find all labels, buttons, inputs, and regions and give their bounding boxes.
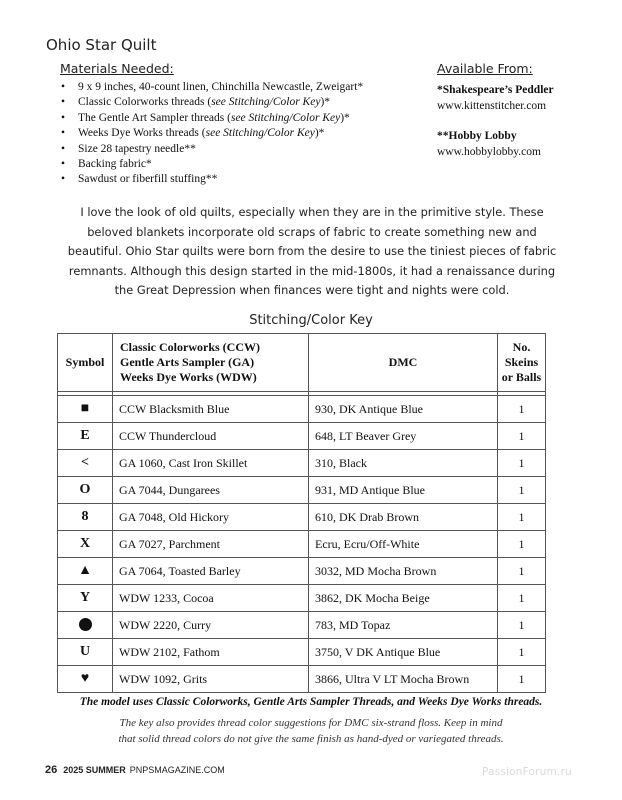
thread-cell: WDW 2102, Fathom: [113, 639, 309, 666]
materials-item-text: Weeks Dye Works threads (: [78, 127, 206, 140]
dmc-cell: 3866, Ultra V LT Mocha Brown: [309, 666, 498, 693]
vendor-hobby-lobby: [437, 128, 541, 160]
skeins-cell: 1: [498, 639, 546, 666]
intro-paragraph: I love the look of old quilts, especially when they are in the primitive style. These beloved blankets incorporate old scraps of fabric to create something new and beautiful. Ohio Star quilts were born from the desire to use the tiniest pieces of fabric remnants. Although this design started in the mid-1800s, it had a renaissance during the Great Depression when finances were tight and nights were cold.: [67, 205, 557, 297]
color-key-row: [58, 666, 546, 693]
thread-cell: GA 7027, Parchment: [113, 531, 309, 558]
color-key-table: [57, 333, 546, 693]
color-key-header-row: [58, 334, 546, 392]
materials-item-ref: see Stitching/Color Key: [205, 127, 315, 140]
symbol-cell: X: [58, 531, 113, 558]
symbol-cell: ▲: [58, 558, 113, 585]
key-note-line: that solid thread colors do not give the same finish as hand-dyed or variegated threads.: [118, 733, 504, 745]
symbol-cell: O: [58, 477, 113, 504]
materials-item: [60, 95, 363, 110]
header-skeins-line: or Balls: [501, 370, 542, 384]
color-key-row: [58, 477, 546, 504]
dmc-cell: 931, MD Antique Blue: [309, 477, 498, 504]
skeins-cell: 1: [498, 558, 546, 585]
skeins-cell: 1: [498, 585, 546, 612]
skeins-cell: 1: [498, 477, 546, 504]
symbol-cell: E: [58, 423, 113, 450]
skeins-cell: 1: [498, 504, 546, 531]
thread-cell: GA 7064, Toasted Barley: [113, 558, 309, 585]
key-note-line: The key also provides thread color suggestions for DMC six-strand floss. Keep in mind: [119, 717, 503, 729]
dmc-cell: Ecru, Ecru/Off-White: [309, 531, 498, 558]
materials-item: [60, 126, 363, 141]
dmc-cell: 610, DK Drab Brown: [309, 504, 498, 531]
page-footer: [45, 764, 225, 776]
materials-item: • Backing fabric*: [60, 157, 363, 172]
symbol-cell: Y: [58, 585, 113, 612]
color-key-row: [58, 612, 546, 639]
symbol-cell: [58, 612, 113, 639]
symbol-cell: <: [58, 450, 113, 477]
magazine-site: PNPSMAGAZINE.COM: [129, 765, 225, 775]
thread-cell: CCW Blacksmith Blue: [113, 396, 309, 423]
dmc-cell: 930, DK Antique Blue: [309, 396, 498, 423]
skeins-cell: 1: [498, 396, 546, 423]
thread-cell: GA 7044, Dungarees: [113, 477, 309, 504]
symbol-cell: U: [58, 639, 113, 666]
dmc-cell: 648, LT Beaver Grey: [309, 423, 498, 450]
watermark: PassionForum.ru: [482, 766, 572, 778]
dmc-cell: 310, Black: [309, 450, 498, 477]
thread-cell: CCW Thundercloud: [113, 423, 309, 450]
vendor-name: *Shakespeare’s Peddler: [437, 84, 554, 96]
materials-item: • Size 28 tapestry needle**: [60, 142, 363, 157]
header-thread: [113, 334, 309, 392]
skeins-cell: 1: [498, 666, 546, 693]
materials-item: • 9 x 9 inches, 40-count linen, Chinchilla Newcastle, Zweigart*: [60, 80, 363, 95]
materials-item-ref: see Stitching/Color Key: [230, 111, 341, 124]
materials-item: • Sawdust or fiberfill stuffing**: [60, 172, 363, 187]
color-key-row: [58, 558, 546, 585]
skeins-cell: 1: [498, 612, 546, 639]
color-key-row: [58, 531, 546, 558]
symbol-cell: ♥: [58, 666, 113, 693]
skeins-cell: 1: [498, 531, 546, 558]
color-key-row: [58, 450, 546, 477]
materials-list: [60, 80, 363, 188]
color-key-row: [58, 396, 546, 423]
filled-circle-icon: [79, 618, 92, 631]
vendor-url[interactable]: www.hobbylobby.com: [437, 146, 541, 158]
vendor-name: **Hobby Lobby: [437, 130, 517, 142]
header-thread-line: Gentle Arts Sampler (GA): [120, 355, 255, 369]
key-note: [0, 715, 622, 747]
skeins-cell: 1: [498, 423, 546, 450]
materials-item-ref: see Stitching/Color Key: [211, 96, 321, 109]
dmc-cell: 3032, MD Mocha Brown: [309, 558, 498, 585]
color-key-row: [58, 585, 546, 612]
dmc-cell: 3862, DK Mocha Beige: [309, 585, 498, 612]
materials-item: [60, 111, 363, 126]
header-skeins-line: No. Skeins: [504, 340, 539, 369]
thread-cell: WDW 2220, Curry: [113, 612, 309, 639]
materials-heading: Materials Needed:: [60, 61, 174, 76]
skeins-cell: 1: [498, 450, 546, 477]
dmc-cell: 783, MD Topaz: [309, 612, 498, 639]
vendor-shakespeares-peddler: [437, 82, 554, 114]
dmc-cell: 3750, V DK Antique Blue: [309, 639, 498, 666]
header-thread-line: Weeks Dye Works (WDW): [120, 370, 257, 384]
page-number: 26: [45, 764, 58, 776]
thread-cell: WDW 1092, Grits: [113, 666, 309, 693]
color-key-row: [58, 423, 546, 450]
page-title: Ohio Star Quilt: [46, 36, 157, 54]
thread-cell: GA 1060, Cast Iron Skillet: [113, 450, 309, 477]
color-key-title: Stitching/Color Key: [249, 313, 373, 328]
materials-item-text: )*: [314, 127, 325, 140]
color-key-body: [58, 396, 546, 693]
header-symbol: Symbol: [58, 334, 113, 392]
thread-cell: WDW 1233, Cocoa: [113, 585, 309, 612]
available-heading: Available From:: [437, 61, 533, 76]
color-key-row: [58, 504, 546, 531]
header-skeins: [498, 334, 546, 392]
model-note: The model uses Classic Colorworks, Gentle Arts Sampler Threads, and Weeks Dye Works threads.: [79, 696, 543, 708]
materials-item-text: )*: [320, 96, 331, 109]
color-key-row: [58, 639, 546, 666]
thread-cell: GA 7048, Old Hickory: [113, 504, 309, 531]
symbol-cell: ■: [58, 396, 113, 423]
header-dmc: DMC: [309, 334, 498, 392]
materials-item-text: The Gentle Art Sampler threads (: [78, 111, 231, 124]
vendor-url[interactable]: www.kittenstitcher.com: [437, 100, 547, 112]
materials-item-text: Classic Colorworks threads (: [78, 96, 212, 109]
symbol-cell: 8: [58, 504, 113, 531]
materials-item-text: )*: [340, 111, 350, 124]
issue-label: 2025 SUMMER: [63, 765, 126, 775]
header-thread-line: Classic Colorworks (CCW): [120, 340, 260, 354]
